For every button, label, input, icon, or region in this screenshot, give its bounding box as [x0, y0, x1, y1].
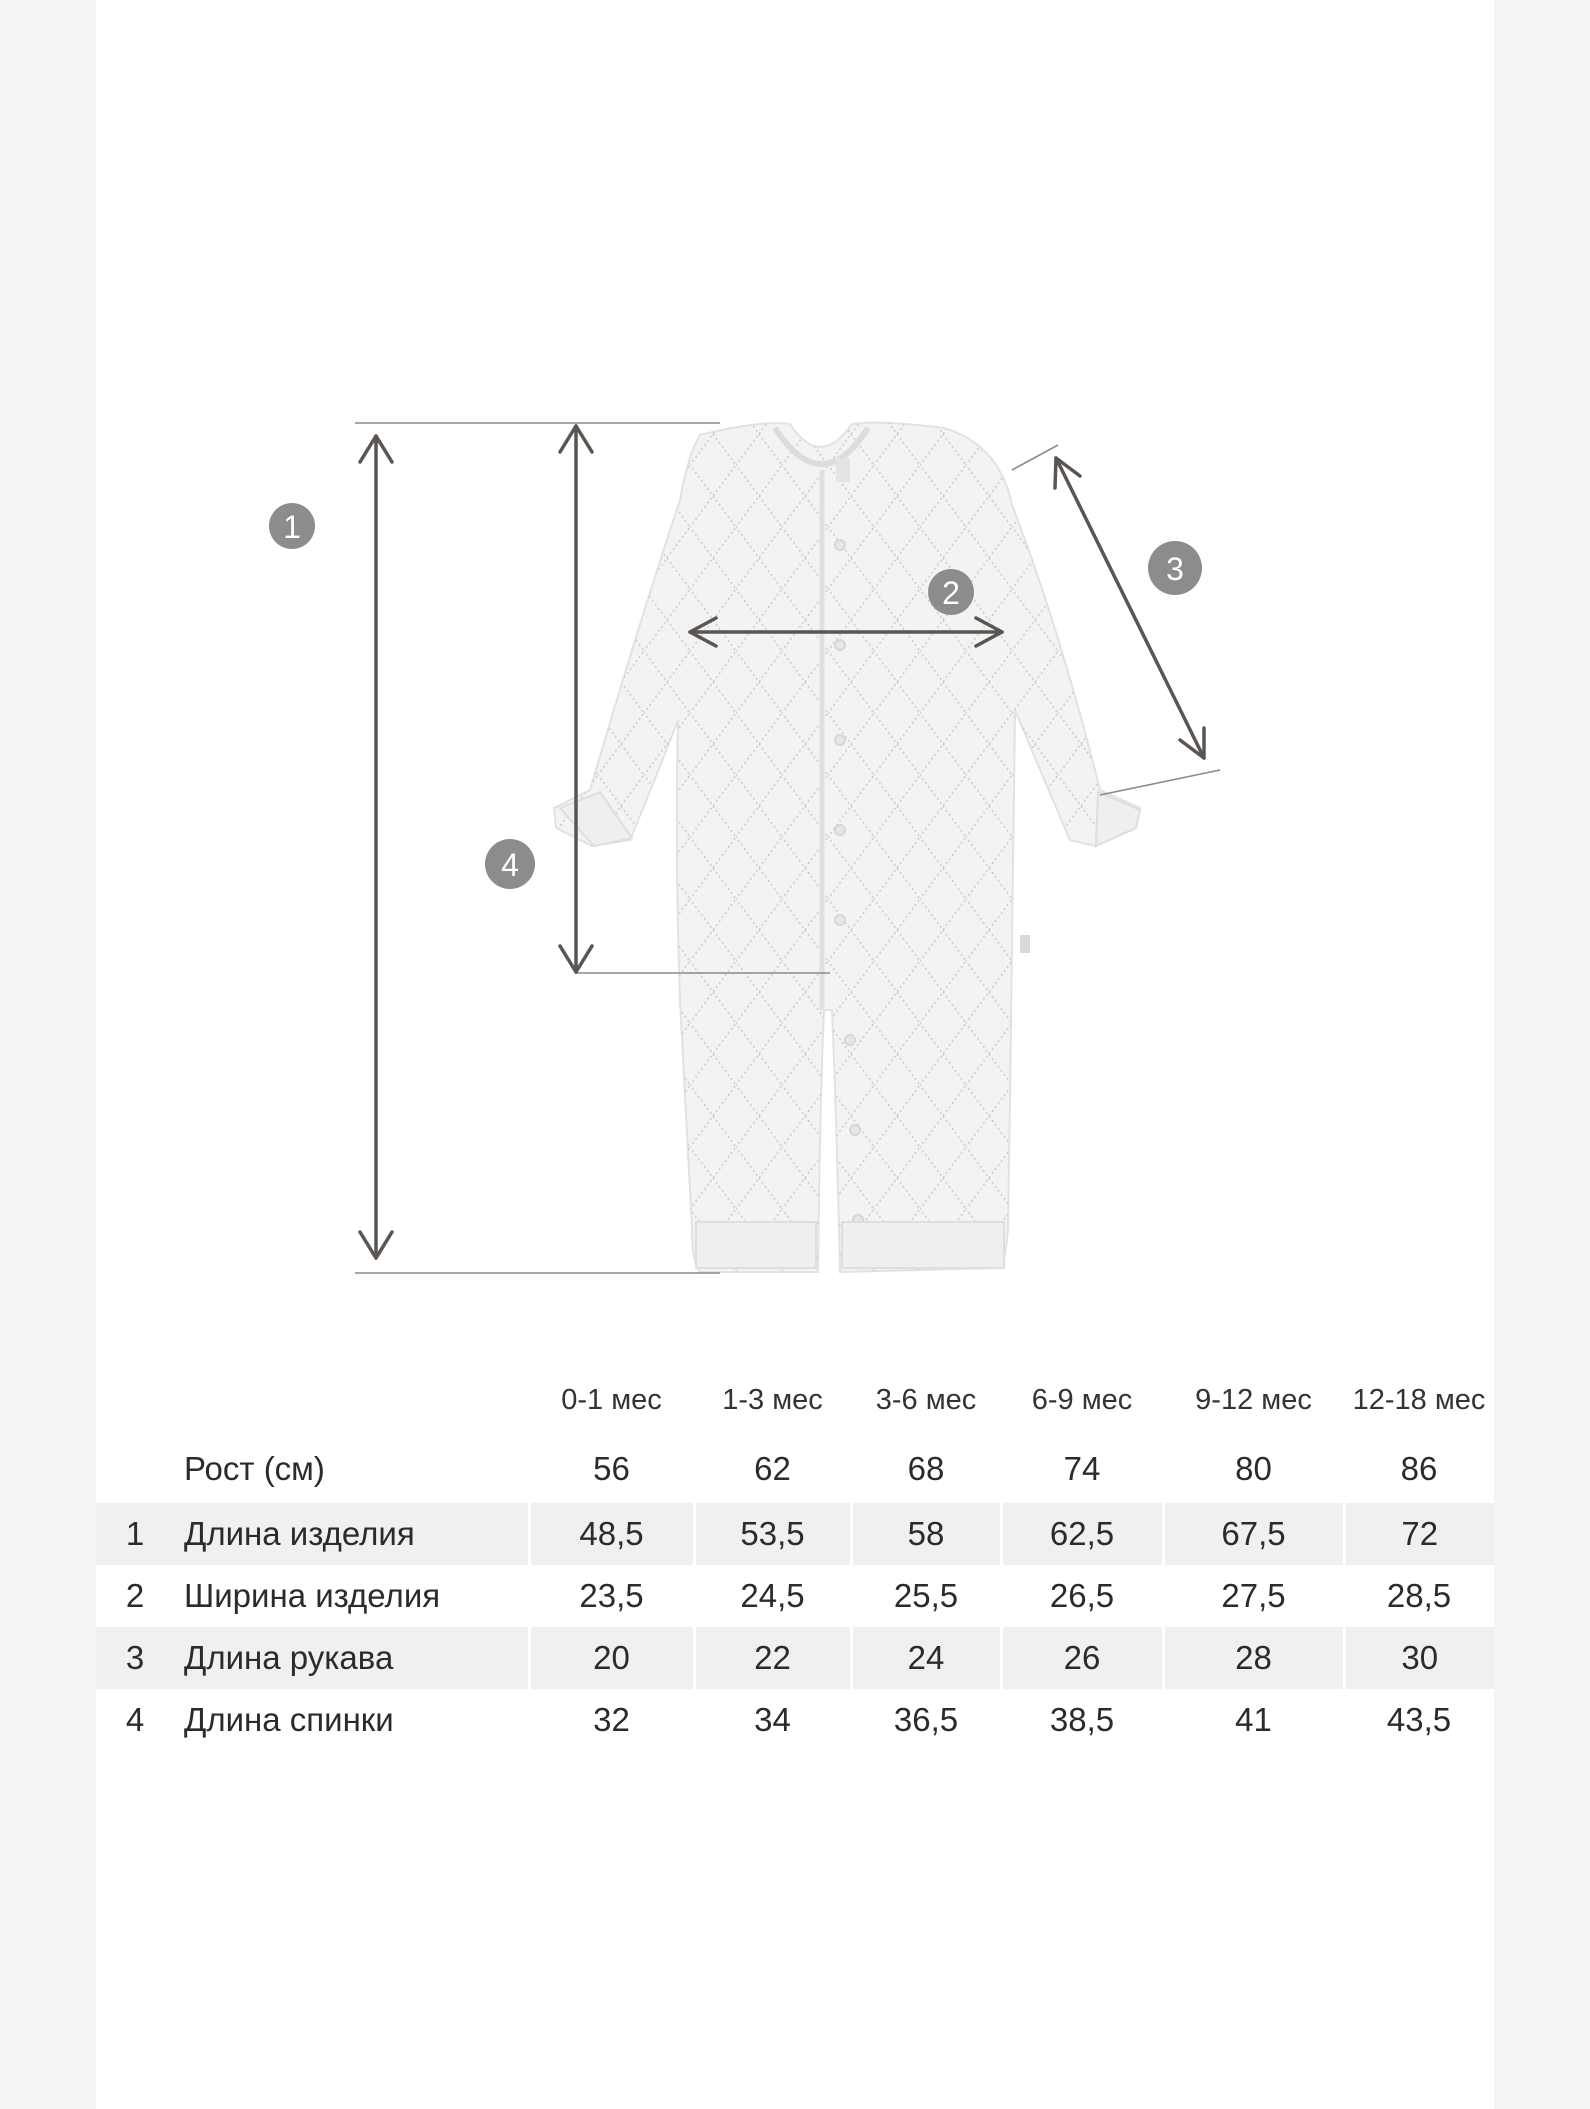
- marker-3-badge: [1148, 541, 1202, 595]
- corner-cell: [184, 1365, 529, 1435]
- table-cell: 38,5: [1049, 1701, 1115, 1738]
- marker-4-badge: [485, 839, 535, 889]
- size-column-header: 12-18 мес: [1352, 1383, 1486, 1416]
- table-cell: 27,5: [1221, 1577, 1286, 1614]
- size-table: [96, 1365, 1494, 1751]
- table-cell: 86: [1400, 1450, 1438, 1487]
- table-cell: 62,5: [1001, 1503, 1163, 1565]
- onesie-illustration: [554, 423, 1140, 1272]
- marker-1-label: 1: [283, 509, 301, 545]
- table-cell: 48,5: [529, 1503, 694, 1565]
- size-column-header: 9-12 мес: [1195, 1383, 1312, 1416]
- table-row: [96, 1689, 1494, 1751]
- table-cell: 32: [593, 1701, 630, 1738]
- table-cell: 34: [754, 1701, 791, 1738]
- row-number: 4: [125, 1701, 145, 1738]
- size-header-row: [96, 1365, 1494, 1435]
- row-number: [96, 1435, 184, 1503]
- table-cell: 41: [1235, 1701, 1272, 1738]
- table-cell: 72: [1344, 1503, 1494, 1565]
- table-cell: 28,5: [1386, 1577, 1452, 1614]
- size-column-header: 1-3 мес: [722, 1383, 823, 1416]
- row-label: Рост (см): [184, 1450, 325, 1487]
- table-cell: 80: [1235, 1450, 1272, 1487]
- table-cell: 67,5: [1163, 1503, 1344, 1565]
- table-cell: 26: [1001, 1627, 1163, 1689]
- marker-3-label: 3: [1166, 551, 1184, 587]
- table-cell: 24,5: [740, 1577, 805, 1614]
- marker-2-label: 2: [942, 575, 960, 611]
- table-cell: 20: [529, 1627, 694, 1689]
- size-column-header: 0-1 мес: [561, 1383, 662, 1416]
- row-label: Ширина изделия: [184, 1577, 441, 1614]
- table-cell: 62: [754, 1450, 791, 1487]
- table-cell: 68: [907, 1450, 945, 1487]
- height-row: [96, 1435, 1494, 1503]
- table-cell: 25,5: [893, 1577, 959, 1614]
- corner-cell: [96, 1365, 184, 1435]
- table-row: [96, 1503, 1494, 1565]
- table-cell: 58: [851, 1503, 1001, 1565]
- table-cell: 22: [694, 1627, 851, 1689]
- table-row: [96, 1627, 1494, 1689]
- row-number: 2: [125, 1577, 145, 1614]
- arrow-back-length: [560, 426, 592, 972]
- table-row: [96, 1565, 1494, 1627]
- size-column-header: 6-9 мес: [1031, 1383, 1133, 1416]
- table-cell: 43,5: [1386, 1701, 1452, 1738]
- marker-2-badge: [928, 569, 974, 615]
- table-cell: 56: [593, 1450, 630, 1487]
- table-cell: 24: [851, 1627, 1001, 1689]
- table-cell: 26,5: [1049, 1577, 1115, 1614]
- table-cell: 28: [1163, 1627, 1344, 1689]
- row-label: Длина рукава: [184, 1627, 529, 1689]
- row-label: Длина изделия: [184, 1503, 529, 1565]
- size-column-header: 3-6 мес: [875, 1383, 977, 1416]
- table-cell: 74: [1063, 1450, 1101, 1487]
- table-cell: 53,5: [694, 1503, 851, 1565]
- marker-1-badge: [269, 503, 315, 549]
- row-label: Длина спинки: [184, 1701, 394, 1738]
- row-number: 1: [96, 1503, 184, 1565]
- table-cell: 23,5: [579, 1577, 644, 1614]
- table-cell: 36,5: [893, 1701, 959, 1738]
- row-number: 3: [96, 1627, 184, 1689]
- marker-4-label: 4: [501, 847, 519, 883]
- table-cell: 30: [1344, 1627, 1494, 1689]
- arrow-total-length: [360, 436, 392, 1258]
